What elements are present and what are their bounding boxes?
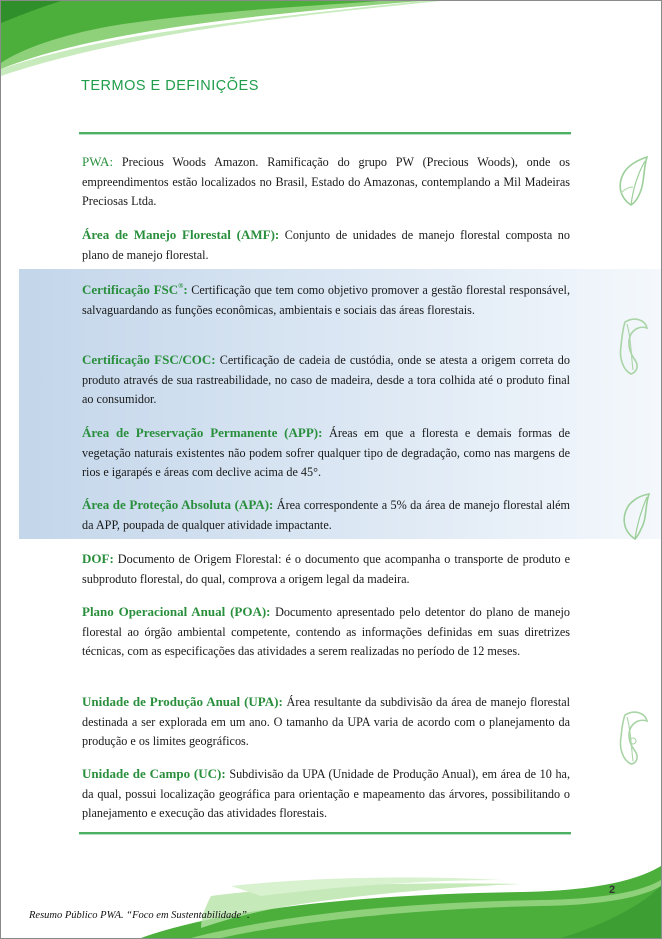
registered-mark: ® bbox=[178, 282, 184, 290]
definition-pwa bbox=[82, 152, 570, 212]
term: Área de Manejo Florestal (AMF): bbox=[82, 227, 280, 242]
definition-text: Subdivisão da UPA (Unidade de Produção Anual), em área de 10 ha, da qual, possui localização geográfica para orientação e mapeamento das árvores, possibilitando o planejamento e execução das atividades florestais. bbox=[82, 767, 571, 821]
term: Área de Preservação Permanente (APP): bbox=[82, 425, 323, 440]
footer-text: Resumo Público PWA. “Foco em Sustentabilidade”. bbox=[29, 910, 250, 921]
definition-uc bbox=[82, 764, 570, 824]
definition-amf bbox=[82, 225, 570, 265]
definition-text: Certificação que tem como objetivo promover a gestão florestal responsável, salvaguardando as funções econômicas, ambientais e sociais das áreas florestais. bbox=[82, 283, 570, 317]
term: PWA: bbox=[82, 154, 114, 169]
leaf-icon bbox=[615, 491, 653, 543]
definition-text: Áreas em que a floresta e demais formas de vegetação naturais existentes não podem sofrer qualquer tipo de degradação, como nas margens de rios e igarapés e áreas com declive acima de 45°. bbox=[82, 426, 570, 480]
divider-line bbox=[79, 132, 571, 135]
definition-fsc bbox=[82, 277, 570, 320]
leaf-icon bbox=[613, 153, 651, 209]
term: Área de Proteção Absoluta (APA): bbox=[82, 497, 274, 512]
term: Certificação FSC/COC: bbox=[82, 352, 216, 367]
top-swoosh-decoration bbox=[1, 1, 661, 76]
term: Unidade de Produção Anual (UPA): bbox=[82, 694, 283, 709]
definition-text: Documento de Origem Florestal: é o documento que acompanha o transporte de produto e subproduto florestal, do qual, comprova a origem legal da madeira. bbox=[82, 552, 570, 586]
definition-apa bbox=[82, 495, 570, 535]
definition-text: Área correspondente a 5% da área de manejo florestal além da APP, poupada de qualquer atividade impactante. bbox=[82, 498, 570, 532]
definition-text: Área resultante da subdivisão da área de manejo florestal destinada a ser explorada em um ano. O tamanho da UPA varia de acordo com o planejamento da produção e os limites geográficos. bbox=[82, 695, 570, 749]
page-number: 2 bbox=[609, 884, 616, 896]
leaf-icon bbox=[615, 707, 651, 765]
definition-upa bbox=[82, 692, 570, 752]
definition-text: Precious Woods Amazon. Ramificação do grupo PW (Precious Woods), onde os empreendimentos estão localizados no Brasil, Estado do Amazonas, contemplando a Mil Madeiras Preciosas Ltda. bbox=[82, 155, 570, 209]
bottom-swoosh-decoration bbox=[1, 836, 661, 938]
divider-line bbox=[79, 832, 571, 835]
term: DOF: bbox=[82, 551, 114, 566]
definition-fsc-coc bbox=[82, 350, 570, 410]
definition-text: Certificação de cadeia de custódia, onde se atesta a origem correta do produto através de sua rastreabilidade, no caso de madeira, desde a tora colhida até o produto final ao consumidor. bbox=[82, 353, 570, 407]
definition-dof bbox=[82, 549, 570, 589]
definition-poa bbox=[82, 602, 570, 662]
definition-app bbox=[82, 423, 570, 483]
term: Plano Operacional Anual (POA): bbox=[82, 604, 271, 619]
leaf-icon bbox=[615, 314, 651, 376]
definition-text: Conjunto de unidades de manejo florestal composta no plano de manejo florestal. bbox=[82, 228, 570, 262]
term: Unidade de Campo (UC): bbox=[82, 766, 226, 781]
definition-text: Documento apresentado pelo detentor do plano de manejo florestal ao órgão ambiental competente, contendo as informações definidas em suas diretrizes técnicas, com as especificações das atividades a serem realizadas no período de 12 meses. bbox=[82, 605, 570, 659]
section-title: TERMOS E DEFINIÇÕES bbox=[81, 78, 259, 94]
term: Certificação FSC®: bbox=[82, 282, 188, 297]
